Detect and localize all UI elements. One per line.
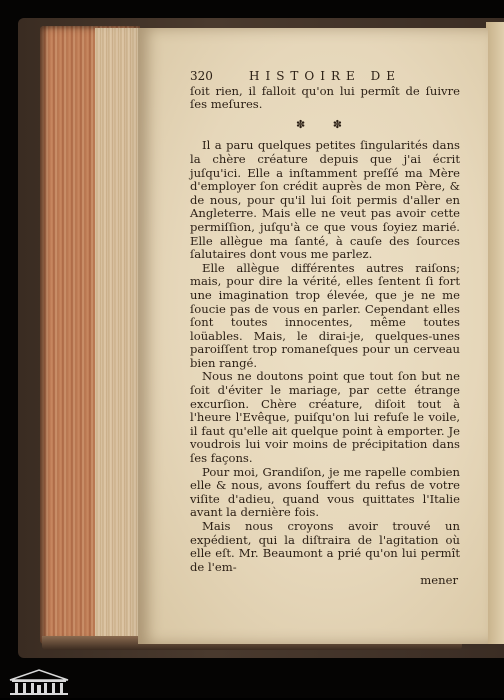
page-number: 320 xyxy=(190,69,213,83)
page-edges-inner xyxy=(95,28,140,642)
paragraph: Nous ne doutons point que tout ſon but ne ſoit d'éviter le mariage, par cette étrange excurſion. Chère créature, diſoit tout à l'heure l'Evêque, puiſqu'on lui refuſe le voile, il faut qu'elle ait quelque point à emporter. Je voudrois lui voir moins de précipitation dans ſes façons. xyxy=(190,369,460,466)
facing-page-edge xyxy=(486,22,504,644)
paragraph: Il a paru quelques petites ſingularités dans la chère créature depuis que j'ai écrit juſqu'ici. Elle a inſtamment preſſé ma Mère d'employer ſon crédit auprès de mon Père, & de nous, pour qu'il lui ſoit permis d'aller en Angleterre. Mais elle ne veut pas avoir cette permiſſion, juſqu'à ce que vous ſoyiez marié. Elle allègue ma ſanté, à cauſe des ſources ſalutaires dont vous me parlez. xyxy=(190,138,460,262)
paragraph: Elle allègue différentes autres raiſons; mais, pour dire la vérité, elles ſentent ſi fort une imagination trop élevée, que je ne me ſoucie pas de vous en parler. Cependant elles ſont toutes innocentes, même toutes loüables. Mais, le dirai-je, quelques-unes paroiſſent trop romaneſques pour un cerveau bien rangé. xyxy=(190,260,460,370)
page-header xyxy=(190,70,460,84)
paragraph: ſoit rien, il falloit qu'on lui permît de ſuivre ſes meſures. xyxy=(190,83,460,112)
running-head: HISTOIRE DE xyxy=(249,69,401,83)
paragraph: Mais nous croyons avoir trouvé un expédient, qui la diſtraira de l'agitation où elle eſt. Mr. Beaumont a prié qu'on lui permît de l'em- xyxy=(190,519,460,574)
page-text xyxy=(190,70,460,588)
catchword: mener xyxy=(420,573,458,588)
section-separator: ✽ ✽ xyxy=(296,117,354,131)
paragraph: Pour moi, Grandiſon, je me rapelle combien elle & nous, avons ſouffert du refus de votre viſite d'adieu, quand vous quittates l'Italie avant la dernière fois. xyxy=(190,464,460,520)
library-building-icon xyxy=(6,668,72,696)
book-page xyxy=(138,28,488,644)
